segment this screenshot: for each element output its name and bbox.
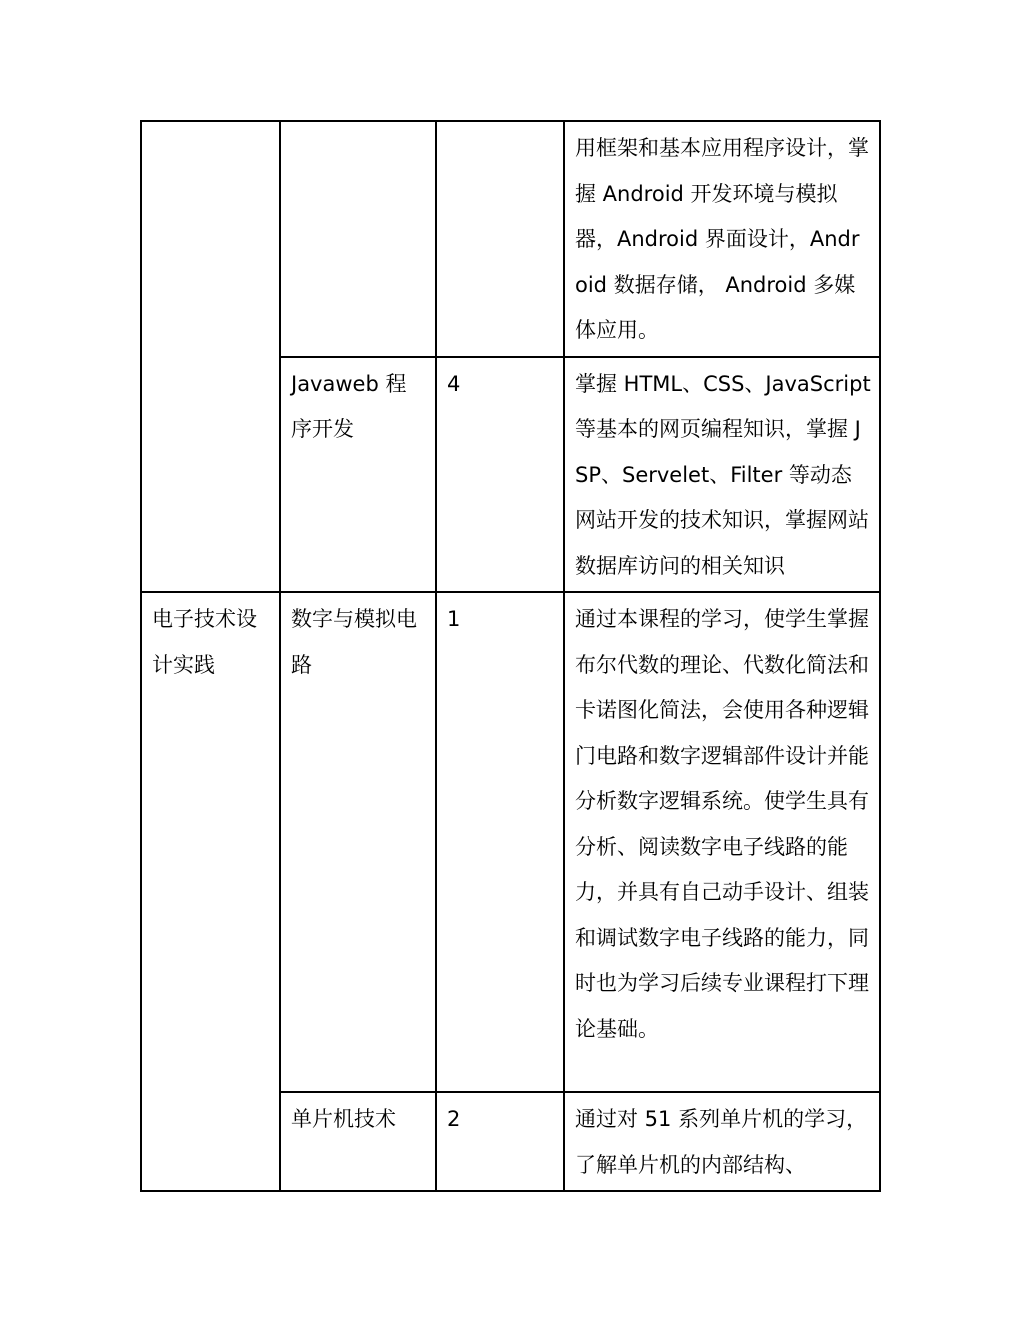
course-description: 通过本课程的学习，使学生掌握布尔代数的理论、代数化简法和卡诺图化简法，会使用各种逻辑门电路和数字逻辑部件设计并能分析数字逻辑系统。使学生具有分析、阅读数字电子线路的能力，并具有自己动手设计、组装和调试数字电子线路的能力，同时也为学习后续专业课程打下理论基础。: [575, 607, 869, 1041]
semester-cell: [436, 121, 564, 357]
semester-value: 2: [447, 1107, 461, 1131]
description-cell: [564, 1092, 880, 1191]
course-cell: [280, 592, 436, 1092]
description-cell: [564, 592, 880, 1092]
description-cell: [564, 121, 880, 357]
category-cell: [141, 592, 280, 1191]
category-cell: [141, 121, 280, 592]
table-row: [141, 592, 880, 1092]
semester-cell: [436, 592, 564, 1092]
semester-cell: [436, 357, 564, 593]
course-cell: [280, 1092, 436, 1191]
course-description: 掌握 HTML、CSS、JavaScript 等基本的网页编程知识，掌握 JSP、Servelet、Filter 等动态网站开发的技术知识，掌握网站数据库访问的相关知识: [575, 371, 871, 578]
table-row: [141, 121, 880, 357]
course-description: 通过对 51 系列单片机的学习， 了解单片机的内部结构、: [575, 1107, 868, 1177]
category-text: 电子技术设计实践: [152, 607, 257, 677]
course-cell: [280, 357, 436, 593]
course-name: 数字与模拟电路: [291, 607, 417, 677]
description-cell: [564, 357, 880, 593]
course-description: 用框架和基本应用程序设计，掌握 Android 开发环境与模拟器，Android 界面设计，Android 数据存储， Android 多媒体应用。: [575, 136, 869, 342]
course-name: 单片机技术: [291, 1107, 396, 1131]
course-cell: [280, 121, 436, 357]
semester-value: 1: [447, 607, 461, 631]
semester-value: 4: [447, 371, 461, 396]
course-name: Javaweb 程序开发: [291, 371, 407, 441]
curriculum-table: [140, 120, 881, 1192]
semester-cell: [436, 1092, 564, 1191]
